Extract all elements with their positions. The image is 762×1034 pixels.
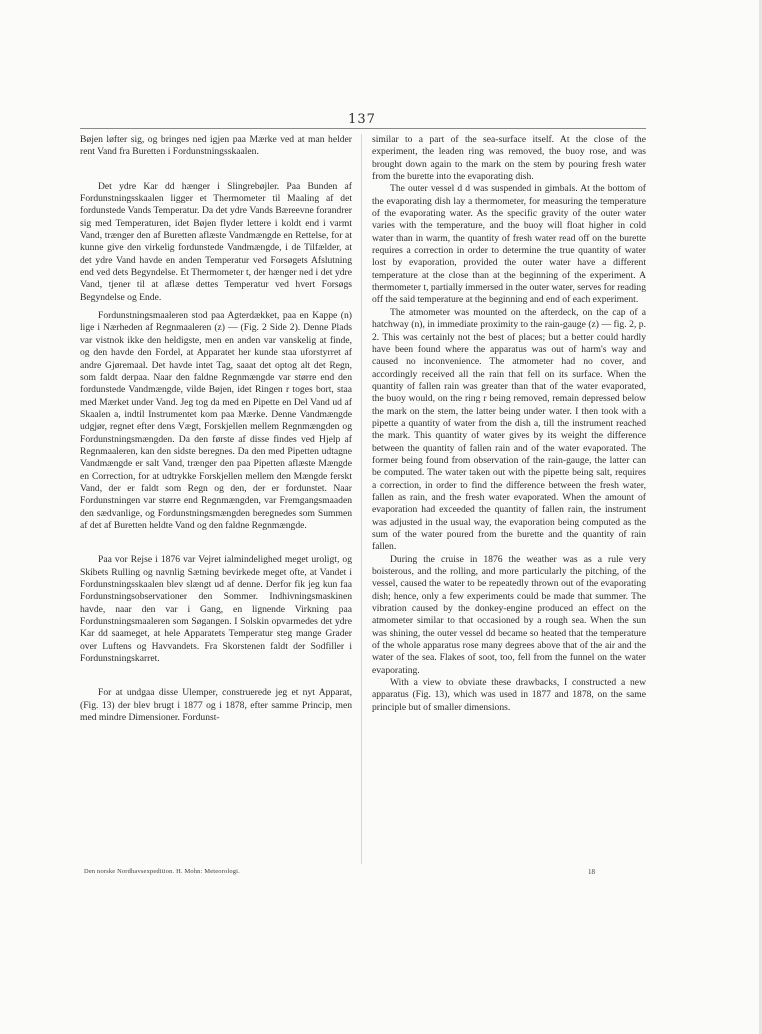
footer-series-title: Den norske Nordhavsexpedition. H. Mohn: Meteorologi. xyxy=(84,868,240,875)
right-paragraph-4: During the cruise in 1876 the weather was as a rule very boisterous, and the rolling, and more particularly the pitching, of the vessel, caused the water to be repeatedly thrown out of the evaporating dish; hence, only a few experiments could be made that summer. The vibration caused by the donkey-engine produced an effect on the atmometer similar to that occasioned by a rough sea. When the sun was shining, the outer vessel dd became so heated that the temperature of the whole apparatus rose many degrees above that of the air and the water of the sea. Flakes of soot, too, fell from the funnel on the water evaporating. xyxy=(372,553,646,676)
left-paragraph-3: Fordunstningsmaaleren stod paa Agterdækket, paa en Kappe (n) lige i Nærheden af Regnmaaleren (z) — (Fig. 2 Side 2). Denne Plads var vistnok ikke den heldigste, men en anden var vanskelig at finde, og den havde den Fordel, at Apparatet her kunde staa uforstyrret af andre Gjøremaal. Det havde intet Tag, saaat det optog alt det Regn, som faldt derpaa. Naar den faldne Regnmængde var større end den fordunstede Vandmængde, vilde Bøjen, idet Ringen r toges bort, staa med Mærket under Vand. Jeg tog da med en Pipette en Del Vand ud af Skaalen a, indtil Instrumentet kom paa Mærke. Denne Vandmængde udgjør, regnet efter dens Vægt, Forskjellen mellem Regnmængden og Fordunstningsmængden. Da den første af disse findes ved Hjelp af Regnmaaleren, kan den sidste beregnes. Da den med Pipetten udtagne Vandmængde er salt Vand, trænger den paa Pipetten aflæste Mængde en Correction, for at udtrykke Forskjellen mellem den Mængde ferskt Vand, der er faldt som Regn og den, der er fordunstet. Naar Fordunstningen var større end Regnmængden, var Fremgangsmaaden den sædvanlige, og Fordunstningsmængden beregnedes som Summen af det af Buretten heldte Vand og den faldne Regnmængde. xyxy=(80,310,352,531)
right-paragraph-1: similar to a part of the sea-surface itself. At the close of the experiment, the leaden ring was removed, the buoy rose, and was brought down again to the mark on the stem by pouring fresh water from the burette into the evaporating dish. xyxy=(372,134,646,183)
column-divider xyxy=(361,134,362,864)
right-paragraph-5: With a view to obviate these drawbacks, I constructed a new apparatus (Fig. 13), which was used in 1877 and 1878, on the same principle but of smaller dimensions. xyxy=(372,677,646,713)
left-paragraph-4: Paa vor Rejse i 1876 var Vejret ialmindelighed meget uroligt, og Skibets Rulling og navnlig Sætning bevirkede meget ofte, at Vandet i Fordunstningsskaalen blev slængt ud af denne. Derfor fik jeg kun faa Fordunstningsobservationer den Sommer. Indhivningsmaskinen havde, naar den var i Gang, en lignende Virkning paa Fordunstningsmaaleren som Søgangen. I Solskin opvarmedes det ydre Kar dd saameget, at hele Apparatets Temperatur steg mange Grader over Luftens og Havvandets. Fra Skorstenen faldt der Sodfiller i Fordunstningskarret. xyxy=(80,554,352,665)
left-paragraph-5: For at undgaa disse Ulemper, construerede jeg et nyt Apparat, (Fig. 13) der blev brugt i 1877 og i 1878, efter samme Princip, men med mindre Dimensioner. Fordunst- xyxy=(80,687,352,724)
left-column-danish xyxy=(80,134,352,724)
right-column-english xyxy=(372,134,646,714)
right-paragraph-2: The outer vessel d d was suspended in gimbals. At the bottom of the evaporating dish lay a thermometer, for measuring the temperature of the evaporating water. As the specific gravity of the outer water varies with the temperature, and the buoy will float higher in cold water than in warm, the quantity of fresh water read off on the burette requires a correction in order to determine the true quantity of water lost by evaporation, provided the outer water have a different temperature at the close than at the beginning of the experiment. A thermometer t, partially immersed in the outer water, serves for reading off the said temperature at the beginning and end of each experiment. xyxy=(372,183,647,306)
left-paragraph-1: Bøjen løfter sig, og bringes ned igjen paa Mærke ved at man helder rent Vand fra Buretten i Fordunstningsskaalen. xyxy=(80,134,352,158)
right-paragraph-3: The atmometer was mounted on the afterdeck, on the cap of a hatchway (n), in immediate proximity to the rain-gauge (z) — fig. 2, p. 2. This was certainly not the best of places; but a better could hardly have been found where the apparatus was out of harm's way and caused no inconvenience. The atmometer had no cover, and accordingly received all the rain that fell on its surface. When the quantity of fallen rain was greater than that of the water evaporated, the buoy would, on the ring r being removed, remain depressed below the mark on the stem, the latter being under water. I then took with a pipette a quantity of water from the dish a, till the instrument reached the mark. This quantity of water gives by its weight the difference between the quantity of fallen rain and of the water evaporated. The former being found from observation of the rain-gauge, the latter can be computed. The water taken out with the pipette being salt, requires a correction, in order to find the difference between the fresh water, fallen as rain, and the fresh water evaporated. When the amount of evaporation had exceeded the quantity of fallen rain, the instrument was adjusted in the usual way, the evaporation being computed as the sum of the water poured from the burette and the quantity of rain fallen. xyxy=(372,306,646,553)
left-paragraph-2: Det ydre Kar dd hænger i Slingrebøjler. Paa Bunden af Fordunstningsskaalen ligger et Thermometer til Maaling af det fordunstede Vands Temperatur. Da det ydre Vands Bæreevne forandrer sig med Temperaturen, idet Bøjen flyder lettere i koldt end i varmt Vand, trænger den af Buretten aflæste Vandmængde en Rettelse, for at kunne give den virkelig fordunstede Vandmængde, i de Tilfælder, at det ydre Vand havde en anden Temperatur ved Forsøgets Afslutning end ved dets Begyndelse. Et Thermometer t, der hænger ned i det ydre Vand, tjener til at aflæse dettes Temperatur ved hvert Forsøgs Begyndelse og Ende. xyxy=(80,180,352,303)
header-rule xyxy=(80,128,646,129)
page-number: 137 xyxy=(348,112,376,127)
footer-signature-number: 18 xyxy=(588,868,595,876)
